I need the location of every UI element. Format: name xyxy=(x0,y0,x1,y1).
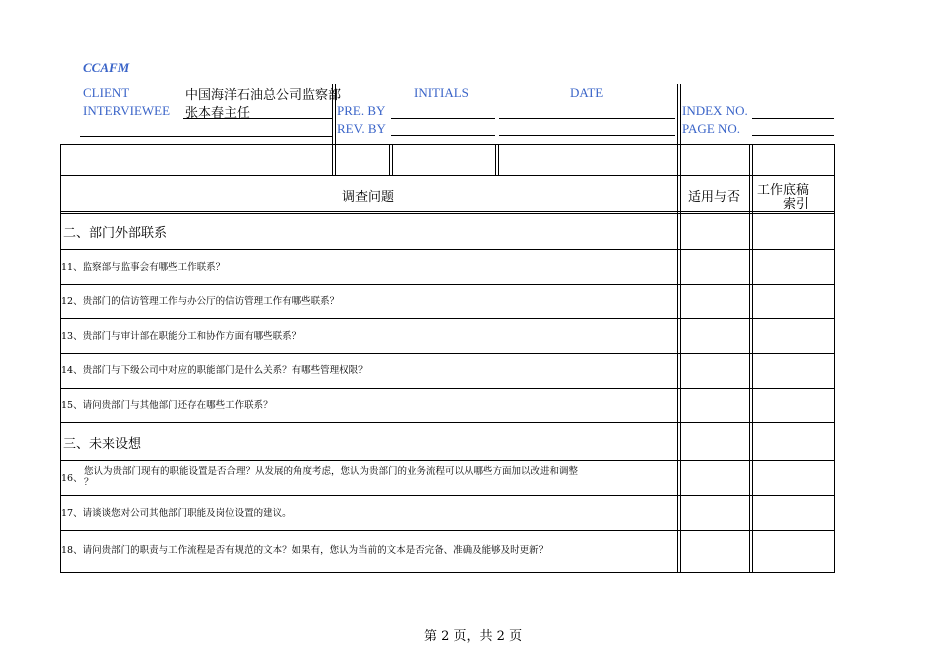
initials-label: INITIALS xyxy=(414,85,469,100)
column-header-index-line2: 索引 xyxy=(783,197,810,212)
column-header-question: 调查问题 xyxy=(342,190,395,205)
index-no-underline xyxy=(752,118,834,119)
page-footer: 第 2 页，共 2 页 xyxy=(424,629,523,644)
header-divider-right-a xyxy=(677,84,678,145)
client-label: CLIENT xyxy=(83,85,130,100)
row-sep xyxy=(60,388,835,389)
row-sep-header-bottom-b xyxy=(60,213,835,214)
interviewee-label: INTERVIEWEE xyxy=(83,103,171,118)
row-sep xyxy=(60,353,835,354)
row-sep xyxy=(60,249,835,250)
applicable-col-left-a xyxy=(677,144,678,572)
top-row-divider-2 xyxy=(389,144,390,175)
row-sep xyxy=(60,422,835,423)
header-divider-left-a xyxy=(332,84,333,145)
question-text: 贵部门与审计部在职能分工和协作方面有哪些联系？ xyxy=(82,331,302,342)
top-row-divider-5 xyxy=(498,144,499,175)
question-number: 12、 xyxy=(61,296,83,307)
row-sep xyxy=(60,530,835,531)
brand-logo-text: CCAFM xyxy=(83,60,130,75)
date-label: DATE xyxy=(570,85,604,100)
table-top-border xyxy=(60,144,835,145)
question-number: 18、 xyxy=(61,545,83,556)
client-value: 中国海洋石油总公司监察部 xyxy=(185,88,342,103)
top-row-divider-1a xyxy=(332,144,333,175)
header-divider-left-b xyxy=(335,84,336,145)
page-no-label: PAGE NO. xyxy=(682,121,741,136)
question-text: 监察部与监事会有哪些工作联系？ xyxy=(82,262,226,273)
row-sep xyxy=(60,460,835,461)
column-header-index-line1: 工作底稿 xyxy=(757,183,810,198)
question-row xyxy=(61,400,273,411)
interviewee-underline xyxy=(183,118,332,119)
index-col-left-b xyxy=(752,144,753,572)
question-text: 贵部门与下级公司中对应的职能部门是什么关系？有哪些管理权限？ xyxy=(82,365,368,376)
table-bottom-border xyxy=(60,572,835,573)
question-text: 您认为贵部门现有的职能设置是否合理？从发展的角度考虑，您认为贵部门的业务流程可以从哪些方面加以改进和调整 xyxy=(84,466,579,477)
date-rev-underline xyxy=(499,135,675,136)
row-sep-header-top xyxy=(60,175,835,176)
row-sep xyxy=(60,318,835,319)
question-row xyxy=(61,545,548,556)
row-sep-header-bottom-a xyxy=(60,211,835,212)
rev-by-label: REV. BY xyxy=(337,121,386,136)
top-row-divider-1b xyxy=(335,144,336,175)
section-title: 三、未来设想 xyxy=(63,437,142,452)
header-divider-right-b xyxy=(680,84,681,145)
page-no-underline xyxy=(752,135,834,136)
question-number: 11、 xyxy=(61,262,83,273)
question-text: 请谈谈您对公司其他部门职能及岗位设置的建议。 xyxy=(82,508,292,519)
question-number: 13、 xyxy=(61,331,83,342)
pre-by-underline xyxy=(391,118,495,119)
question-number: 16、 xyxy=(61,473,83,484)
question-text-continuation: ？ xyxy=(84,477,94,488)
top-row-divider-4 xyxy=(495,144,496,175)
header-bottom-rule xyxy=(80,136,332,137)
question-text: 请问贵部门的职责与工作流程是否有规范的文本？如果有，您认为当前的文本是否完备、准确及能够及时更新？ xyxy=(82,545,549,556)
section-title: 二、部门外部联系 xyxy=(63,226,168,241)
applicable-col-left-b xyxy=(680,144,681,572)
row-sep xyxy=(60,495,835,496)
question-row xyxy=(61,331,301,342)
question-number: 17、 xyxy=(61,508,83,519)
date-pre-underline xyxy=(499,118,675,119)
index-no-label: INDEX NO. xyxy=(682,103,748,118)
pre-by-label: PRE. BY xyxy=(337,103,386,118)
row-sep xyxy=(60,284,835,285)
question-row xyxy=(61,365,368,376)
column-header-applicable: 适用与否 xyxy=(688,190,741,205)
top-row-divider-3 xyxy=(392,144,393,175)
question-row xyxy=(61,262,225,273)
table-right-border xyxy=(834,144,835,572)
question-number: 14、 xyxy=(61,365,83,376)
interviewee-value: 张本春主任 xyxy=(185,106,251,121)
question-number: 15、 xyxy=(61,400,83,411)
question-row xyxy=(61,508,292,519)
question-text: 请问贵部门与其他部门还存在哪些工作联系？ xyxy=(82,400,273,411)
question-text: 贵部门的信访管理工作与办公厅的信访管理工作有哪些联系？ xyxy=(82,296,340,307)
rev-by-underline xyxy=(391,135,495,136)
question-row xyxy=(61,296,339,307)
index-col-left-a xyxy=(749,144,750,572)
